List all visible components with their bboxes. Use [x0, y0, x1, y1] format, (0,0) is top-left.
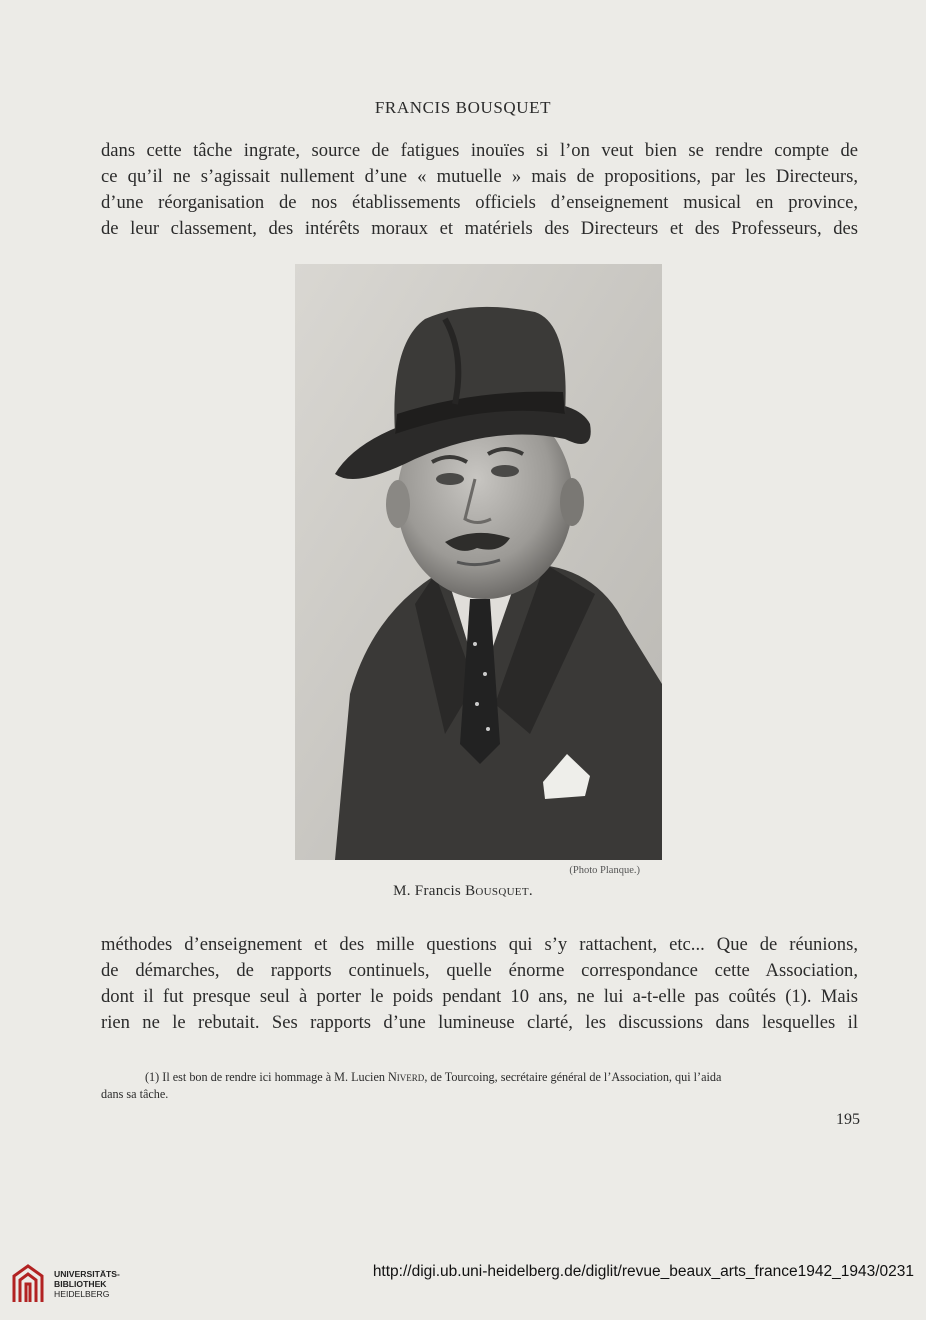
paragraph-1-line: ce qu’il ne s’agissait nullement d’une « mutuelle » mais de propositions, par les Directeurs, — [101, 166, 858, 187]
library-name — [54, 1269, 120, 1299]
photo-caption — [0, 883, 926, 900]
paragraph-2 — [101, 932, 858, 1036]
paragraph-2-line: de démarches, de rapports continuels, quelle énorme correspondance cette Association, — [101, 960, 858, 981]
library-logo-icon — [10, 1262, 46, 1306]
caption-suffix: . — [528, 883, 533, 899]
running-head: FRANCIS BOUSQUET — [374, 98, 552, 117]
footnote-line-2: dans sa tâche. — [101, 1087, 169, 1101]
library-line-3: HEIDELBERG — [54, 1289, 110, 1299]
library-line-1: UNIVERSITÄTS- — [54, 1269, 120, 1279]
caption-surname: Bousquet — [465, 883, 529, 899]
caption-prefix: M. Francis — [393, 883, 466, 899]
paragraph-2-line: dont il fut presque seul à porter le poids pendant 10 ans, ne lui a-t-elle pas coûtés (1). Mais — [101, 986, 858, 1007]
paragraph-2-line: méthodes d’enseignement et des mille questions qui s’y rattachent, etc... Que de réunions, — [101, 934, 858, 955]
paragraph-1-line: de leur classement, des intérêts moraux et matériels des Directeurs et des Professeurs, des — [101, 218, 858, 239]
footnote — [101, 1069, 858, 1103]
library-branding — [10, 1262, 120, 1306]
portrait-photograph — [295, 264, 662, 860]
page-number: 195 — [836, 1111, 860, 1128]
library-line-2: BIBLIOTHEK — [54, 1279, 107, 1289]
paragraph-2-line: rien ne le rebutait. Ses rapports d’une lumineuse clarté, les discussions dans lesquelles il — [101, 1012, 858, 1033]
paragraph-1-line: dans cette tâche ingrate, source de fatigues inouïes si l’on veut bien se rendre compte de — [101, 140, 858, 161]
footnote-part-1: (1) Il est bon de rendre ici hommage à M. Lucien — [145, 1070, 388, 1084]
footnote-line-1 — [101, 1069, 858, 1086]
paragraph-1 — [101, 138, 858, 242]
portrait-illustration — [295, 264, 662, 860]
footnote-part-2: , de Tourcoing, secrétaire général de l’Association, qui l’aida — [424, 1070, 722, 1084]
footnote-name: Niverd — [388, 1070, 425, 1084]
paragraph-1-line: d’une réorganisation de nos établissements officiels d’enseignement musical en province, — [101, 192, 858, 213]
source-url-link[interactable]: http://digi.ub.uni-heidelberg.de/diglit/revue_beaux_arts_france1942_1943/0231 — [372, 1263, 914, 1280]
photo-credit: (Photo Planque.) — [569, 865, 640, 876]
